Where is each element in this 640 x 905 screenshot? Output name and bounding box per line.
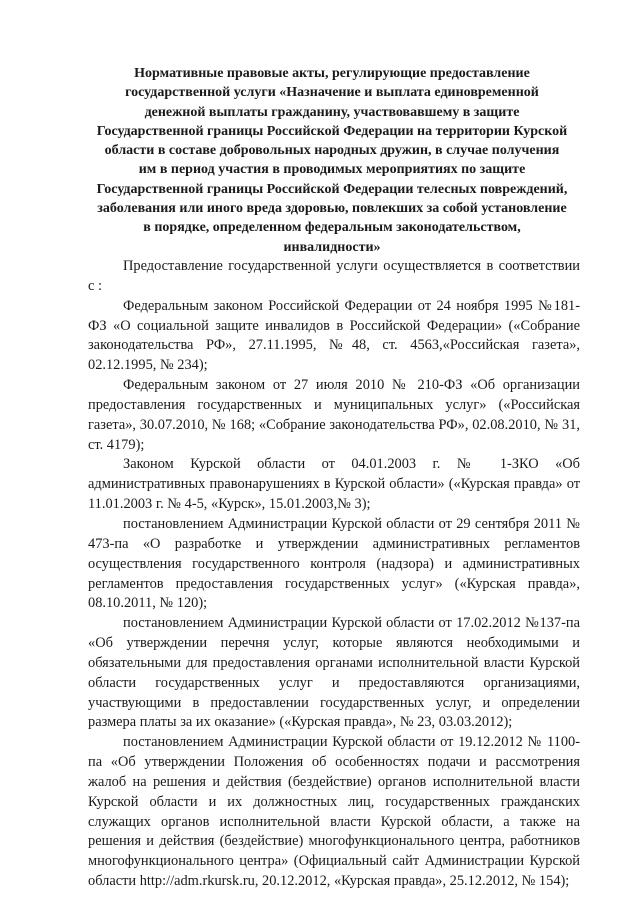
paragraph-resolution-137: постановлением Администрации Курской области от 17.02.2012 №137-па «Об утверждении перечня услуг, которые являются необходимыми и обязательными для предоставления органами исполнительной власти Курской области государственных услуг и предоставляются организациями, участвующими в предоставлении государственных услуг, и определении размера платы за их оказание» («Курская правда», № 23, 03.03.2012); <box>88 615 580 731</box>
paragraph-resolution-473: постановлением Администрации Курской области от 29 сентября 2011 № 473-па «О разработке и утверждении административных регламентов осуществления государственного контроля (надзора) и административных регламентов предоставления государственных услуг» («Курская правда», 08.10.2011, № 120); <box>88 515 580 612</box>
paragraph-intro: Предоставление государственной услуги осуществляется в соответствии с : <box>88 258 580 294</box>
document-body <box>88 257 580 892</box>
paragraph-kursk-law-1-zko: Законом Курской области от 04.01.2003 г. № 1-ЗКО «Об административных правонарушениях в Курской области» («Курская правда» от 11.01.2003 г. № 4-5, «Курск», 15.01.2003,№ 3); <box>88 456 580 513</box>
document-title: Нормативные правовые акты, регулирующие предоставление государственной услуги «Назначение и выплата единовременной денежной выплаты гражданину, участвовавшему в защите Государственной границы Российской Федерации на территории Курской области в составе добровольных народных дружин, в случае получения им в период участия в проводимых мероприятиях по защите Государственной границы Российской Федерации телесных повреждений, заболевания или иного вреда здоровью, повлекших за собой установление в порядке, определенном федеральным законодательством, инвалидности» <box>96 66 568 255</box>
paragraph-resolution-1100: постановлением Администрации Курской области от 19.12.2012 № 1100-па «Об утверждении Положения об особенностях подачи и рассмотрения жалоб на решения и действия (бездействие) органов исполнительной власти Курской области и их должностных лиц, государственных гражданских служащих органов исполнительной власти Курской области, а также на решения и действия (бездействие) многофункционального центра, работников многофункционального центра» (Официальный сайт Администрации Курской области http://adm.rkursk.ru, 20.12.2012, «Курская правда», 25.12.2012, № 154); <box>88 734 580 890</box>
paragraph-federal-law-210: Федеральным законом от 27 июля 2010 № 210-ФЗ «Об организации предоставления государственных и муниципальных услуг» («Российская газета», 30.07.2010, № 168; «Собрание законодательства РФ», 02.08.2010, № 31, ст. 4179); <box>88 377 580 453</box>
paragraph-federal-law-181: Федеральным законом Российской Федерации от 24 ноября 1995 №181-ФЗ «О социальной защите инвалидов в Российской Федерации» («Собрание законодательства РФ», 27.11.1995, №48, ст. 4563,«Российская газета», 02.12.1995, № 234); <box>88 297 580 374</box>
